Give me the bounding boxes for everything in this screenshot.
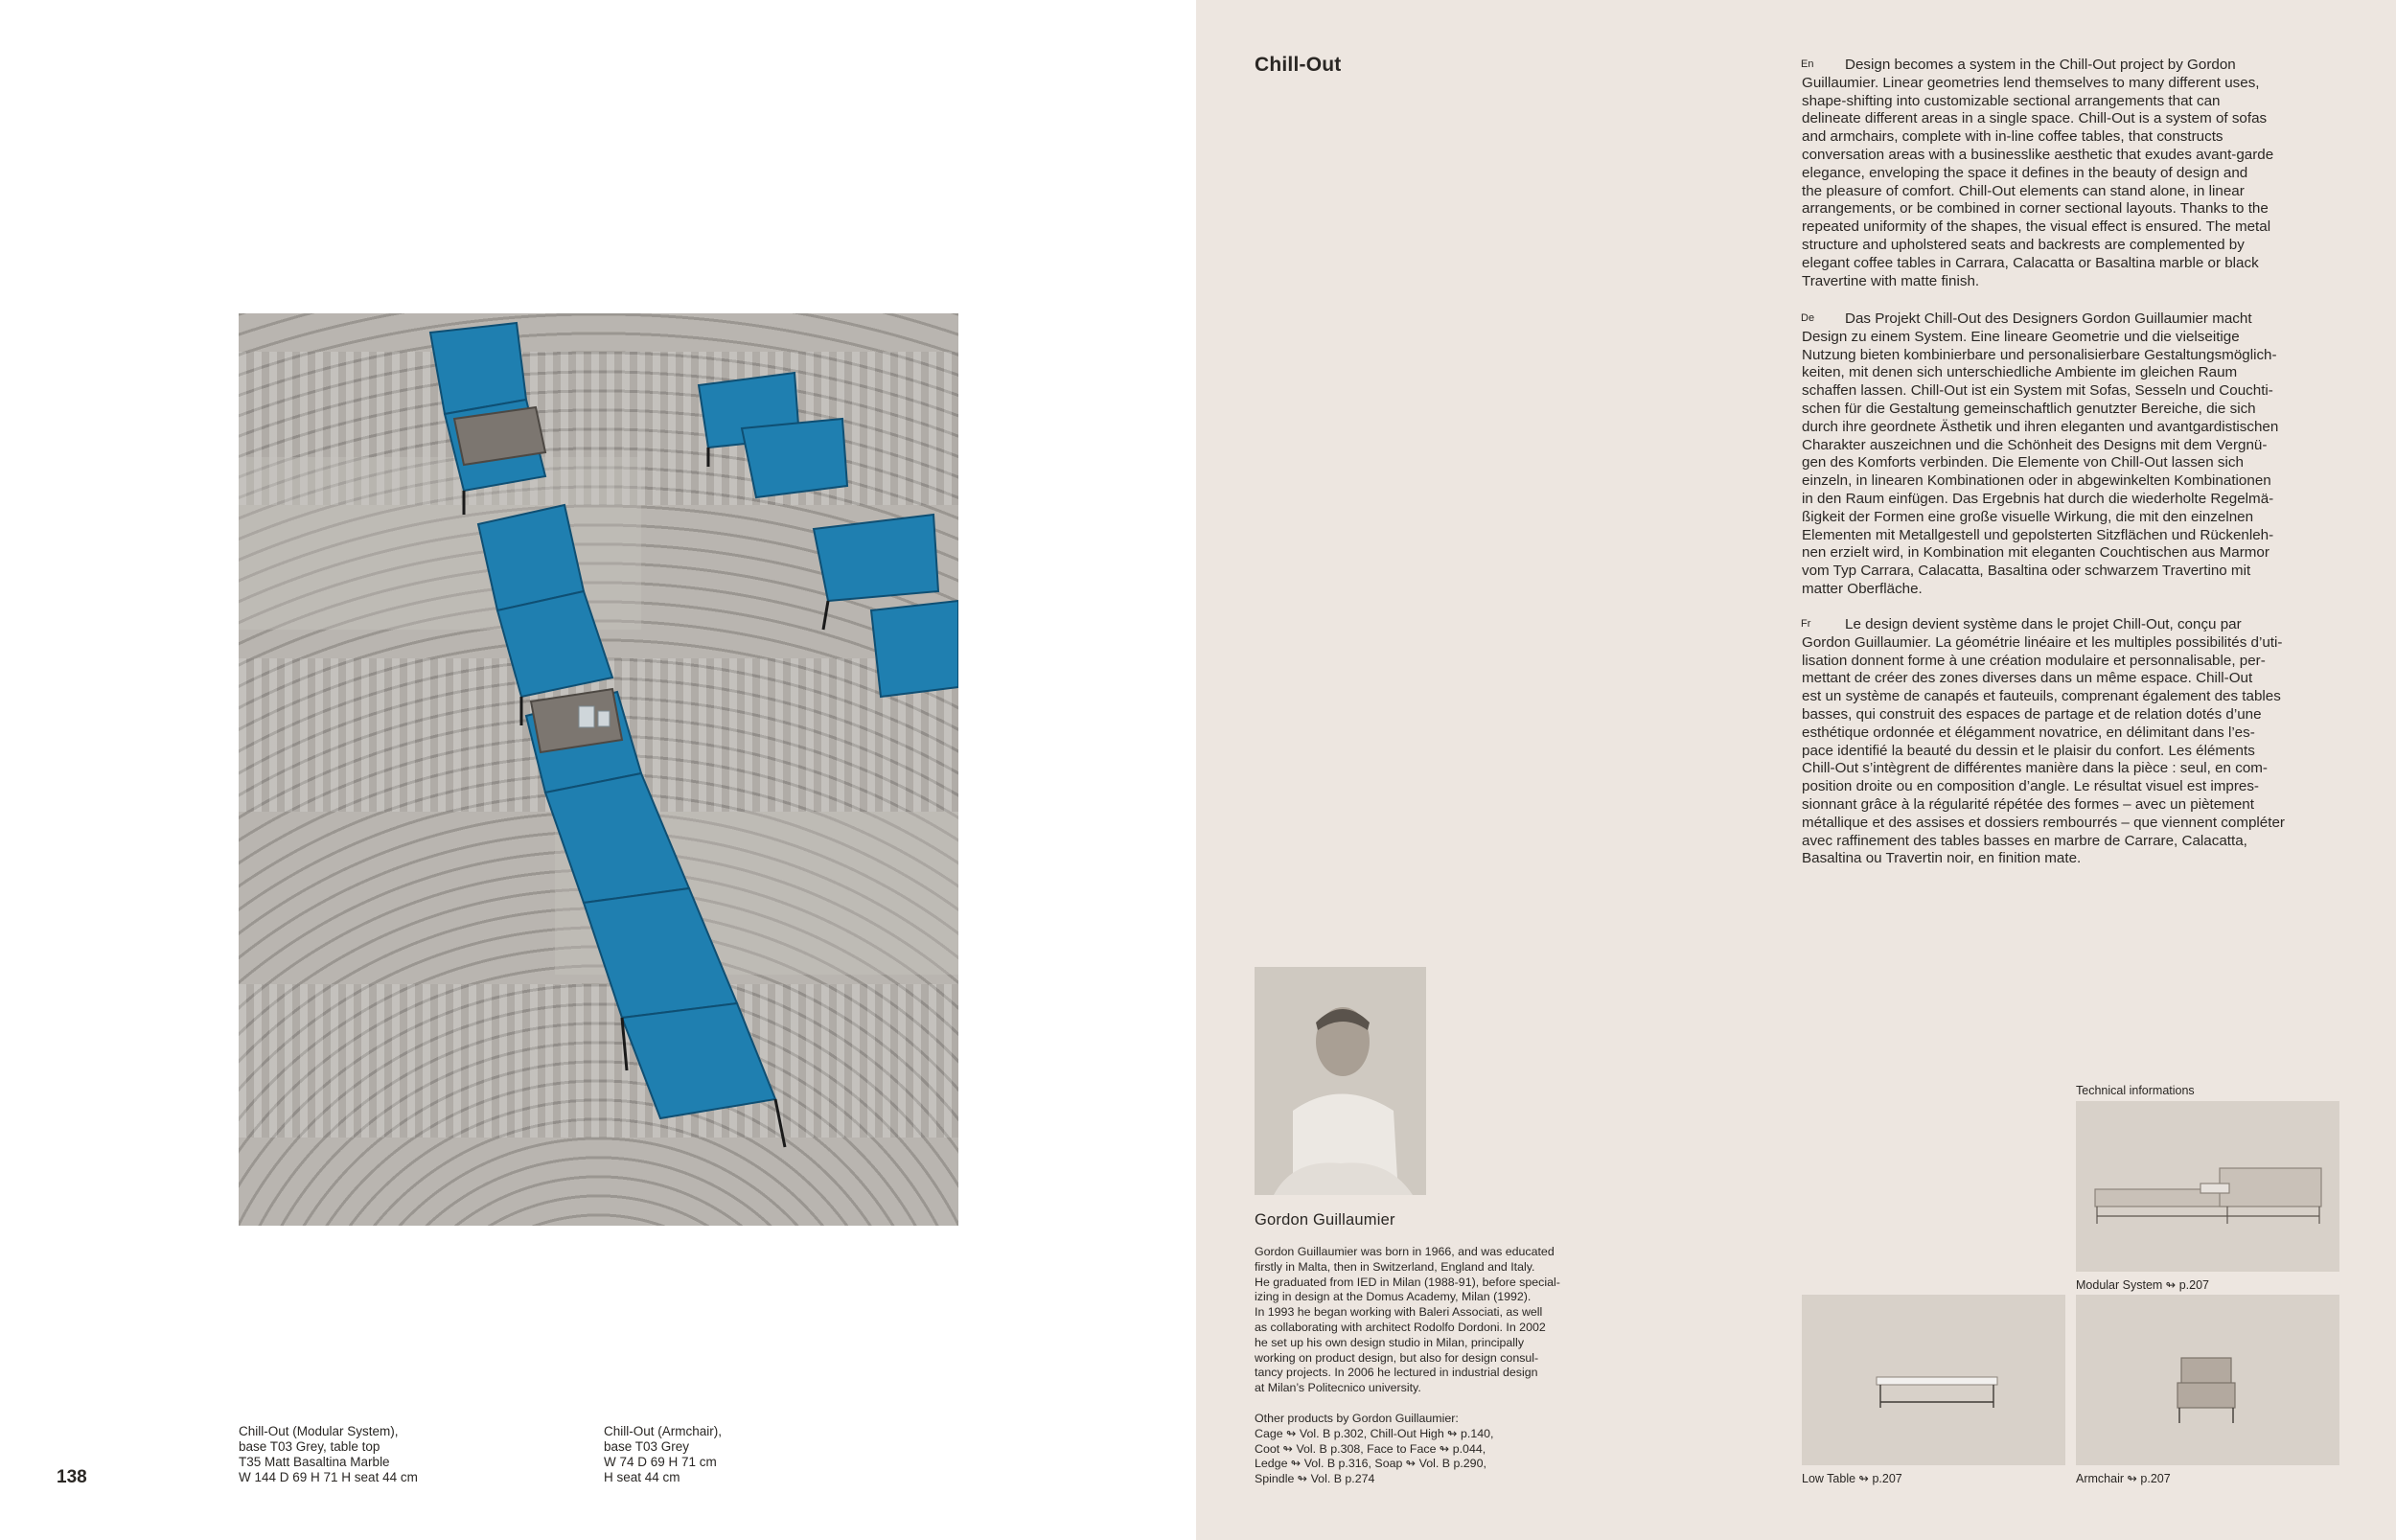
language-tag-fr: Fr (1801, 618, 1811, 630)
description-en-body: Guillaumier. Linear geometries lend themselves to many different uses, shape-shifting into customizable sectional arrangements that can delineate different areas in a single space. Chill-Out is a system of sofas and armchairs, complete with in-line coffee tables, that constructs conversation areas with a businesslike aesthetic that exudes avant-garde elegance, enveloping the space it defines in the beauty of design and the pleasure of comfort. Chill-Out elements can stand alone, in linear arrangements, or be combined in corner sectional layouts. Thanks to the repeated uniformity of the shapes, the visual effect is ensured. The metal structure and upholstered seats and backrests are complemented by elegant coffee tables in Carrara, Calacatta or Basaltina marble or black Travertine with matte finish. (1802, 74, 2274, 289)
low-table-caption[interactable]: Low Table ↬ p.207 (1802, 1472, 1902, 1485)
armchair-caption[interactable]: Armchair ↬ p.207 (2076, 1472, 2171, 1485)
designer-portrait (1255, 967, 1426, 1195)
sofa-illustration (239, 313, 958, 1226)
designer-name: Gordon Guillaumier (1255, 1211, 1395, 1229)
language-tag-en: En (1801, 58, 1814, 70)
armchair-thumbnail (2076, 1295, 2339, 1465)
left-page (0, 0, 1196, 1540)
description-en-first-line: Design becomes a system in the Chill-Out project by Gordon (1845, 57, 2236, 73)
other-products-heading: Other products by Gordon Guillaumier: (1255, 1412, 1459, 1425)
technical-info-label: Technical informations (2076, 1084, 2195, 1097)
description-german (1802, 310, 2338, 599)
page-number: 138 (57, 1467, 87, 1487)
product-photo (239, 313, 958, 1226)
designer-bio: Gordon Guillaumier was born in 1966, and was educated firstly in Malta, then in Switzerland, England and Italy. He graduated from IED in Milan (1988-91), before special- izing in design at the Domus Academy, Milan (1992). In 1993 he began working with Baleri Associati, as well as collaborating with architect Rodolfo Dordoni. In 2002 he set up his own design studio in Milan, principally working on product design, but also for design consul- tancy projects. In 2006 he lectured in industrial design at Milan’s Politecnico university. (1255, 1245, 1560, 1395)
product-title: Chill-Out (1255, 54, 1342, 76)
language-tag-de: De (1801, 312, 1815, 324)
photo-caption-armchair: Chill-Out (Armchair), base T03 Grey W 74 D 69 H 71 cm H seat 44 cm (604, 1424, 723, 1484)
description-de-body: Design zu einem System. Eine lineare Geometrie und die vielseitige Nutzung bieten kombinierbare und personalisierbare Gestaltungsmöglich- keiten, mit denen sich unterschiedliche Ambiente im gleichen Raum schaffen lassen. Chill-Out ist ein System mit Sofas, Sesseln und Couchti- schen für die Gestaltung gemeinschaftlich genutzter Bereiche, die sich durch ihre geordnete Ästhetik und ihren eleganten und avantgardistischen Charakter auszeichnen und die Schönheit des Designs mit dem Vergnü- gen des Komforts verbinden. Die Elemente von Chill-Out lassen sich einzeln, in linearen Kombinationen oder in abgewinkelten Kombinationen in den Raum einfügen. Das Ergebnis hat durch die wiederholte Regelmä- ßigkeit der Formen eine große visuelle Wirkung, die mit den einzelnen Elementen mit Metallgestell und gepolsterten Sitzflächen und Rückenleh- nen erzielt wird, in Kombination mit eleganten Couchtischen aus Marmor vom Typ Carrara, Calacatta, Basaltina oder schwarzem Travertino mit matter Oberfläche. (1802, 328, 2279, 597)
modular-system-caption[interactable]: Modular System ↬ p.207 (2076, 1278, 2210, 1292)
description-de-first-line: Das Projekt Chill-Out des Designers Gordon Guillaumier macht (1845, 310, 2252, 327)
description-english (1802, 57, 2338, 290)
modular-system-thumbnail (2076, 1101, 2339, 1272)
description-french (1802, 616, 2338, 868)
other-products-line: Spindle ↬ Vol. B p.274 (1255, 1472, 1375, 1486)
low-table-thumbnail (1802, 1295, 2065, 1465)
description-fr-body: Gordon Guillaumier. La géométrie linéaire et les multiples possibilités d’uti- lisation donnent forme à une création modulaire et personnalisable, per- mettant de créer des zones diverses dans un même espace. Chill-Out est un système de canapés et fauteuils, comprenant également des tables basses, qui construit des espaces de partage et de relation dotés d’une esthétique ordonnée et élégamment novatrice, en délimitant dans l’es- pace identifié la beauté du dessin et le plaisir du confort. Les éléments Chill-Out s’intègrent de différentes manière dans la pièce : seul, en com- position droite ou en composition d’angle. Le résultat visuel est impres- sionnant grâce à la régularité répétée des formes – avec un piètement métallique et des assises et dossiers rembourrés – que viennent compléter avec raffinement des tables basses en marbre de Carrare, Calacatta, Basaltina ou Travertin noir, en finition mate. (1802, 633, 2285, 867)
description-fr-first-line: Le design devient système dans le projet Chill-Out, conçu par (1845, 616, 2242, 632)
other-products-line: Ledge ↬ Vol. B p.316, Soap ↬ Vol. B p.290, (1255, 1457, 1486, 1471)
photo-caption-modular: Chill-Out (Modular System), base T03 Grey, table top T35 Matt Basaltina Marble W 144 D 69 H 71 H seat 44 cm (239, 1424, 418, 1484)
other-products-line: Cage ↬ Vol. B p.302, Chill-Out High ↬ p.140, (1255, 1426, 1494, 1440)
other-products-line: Coot ↬ Vol. B p.308, Face to Face ↬ p.044, (1255, 1441, 1486, 1456)
other-products (1255, 1412, 1619, 1487)
